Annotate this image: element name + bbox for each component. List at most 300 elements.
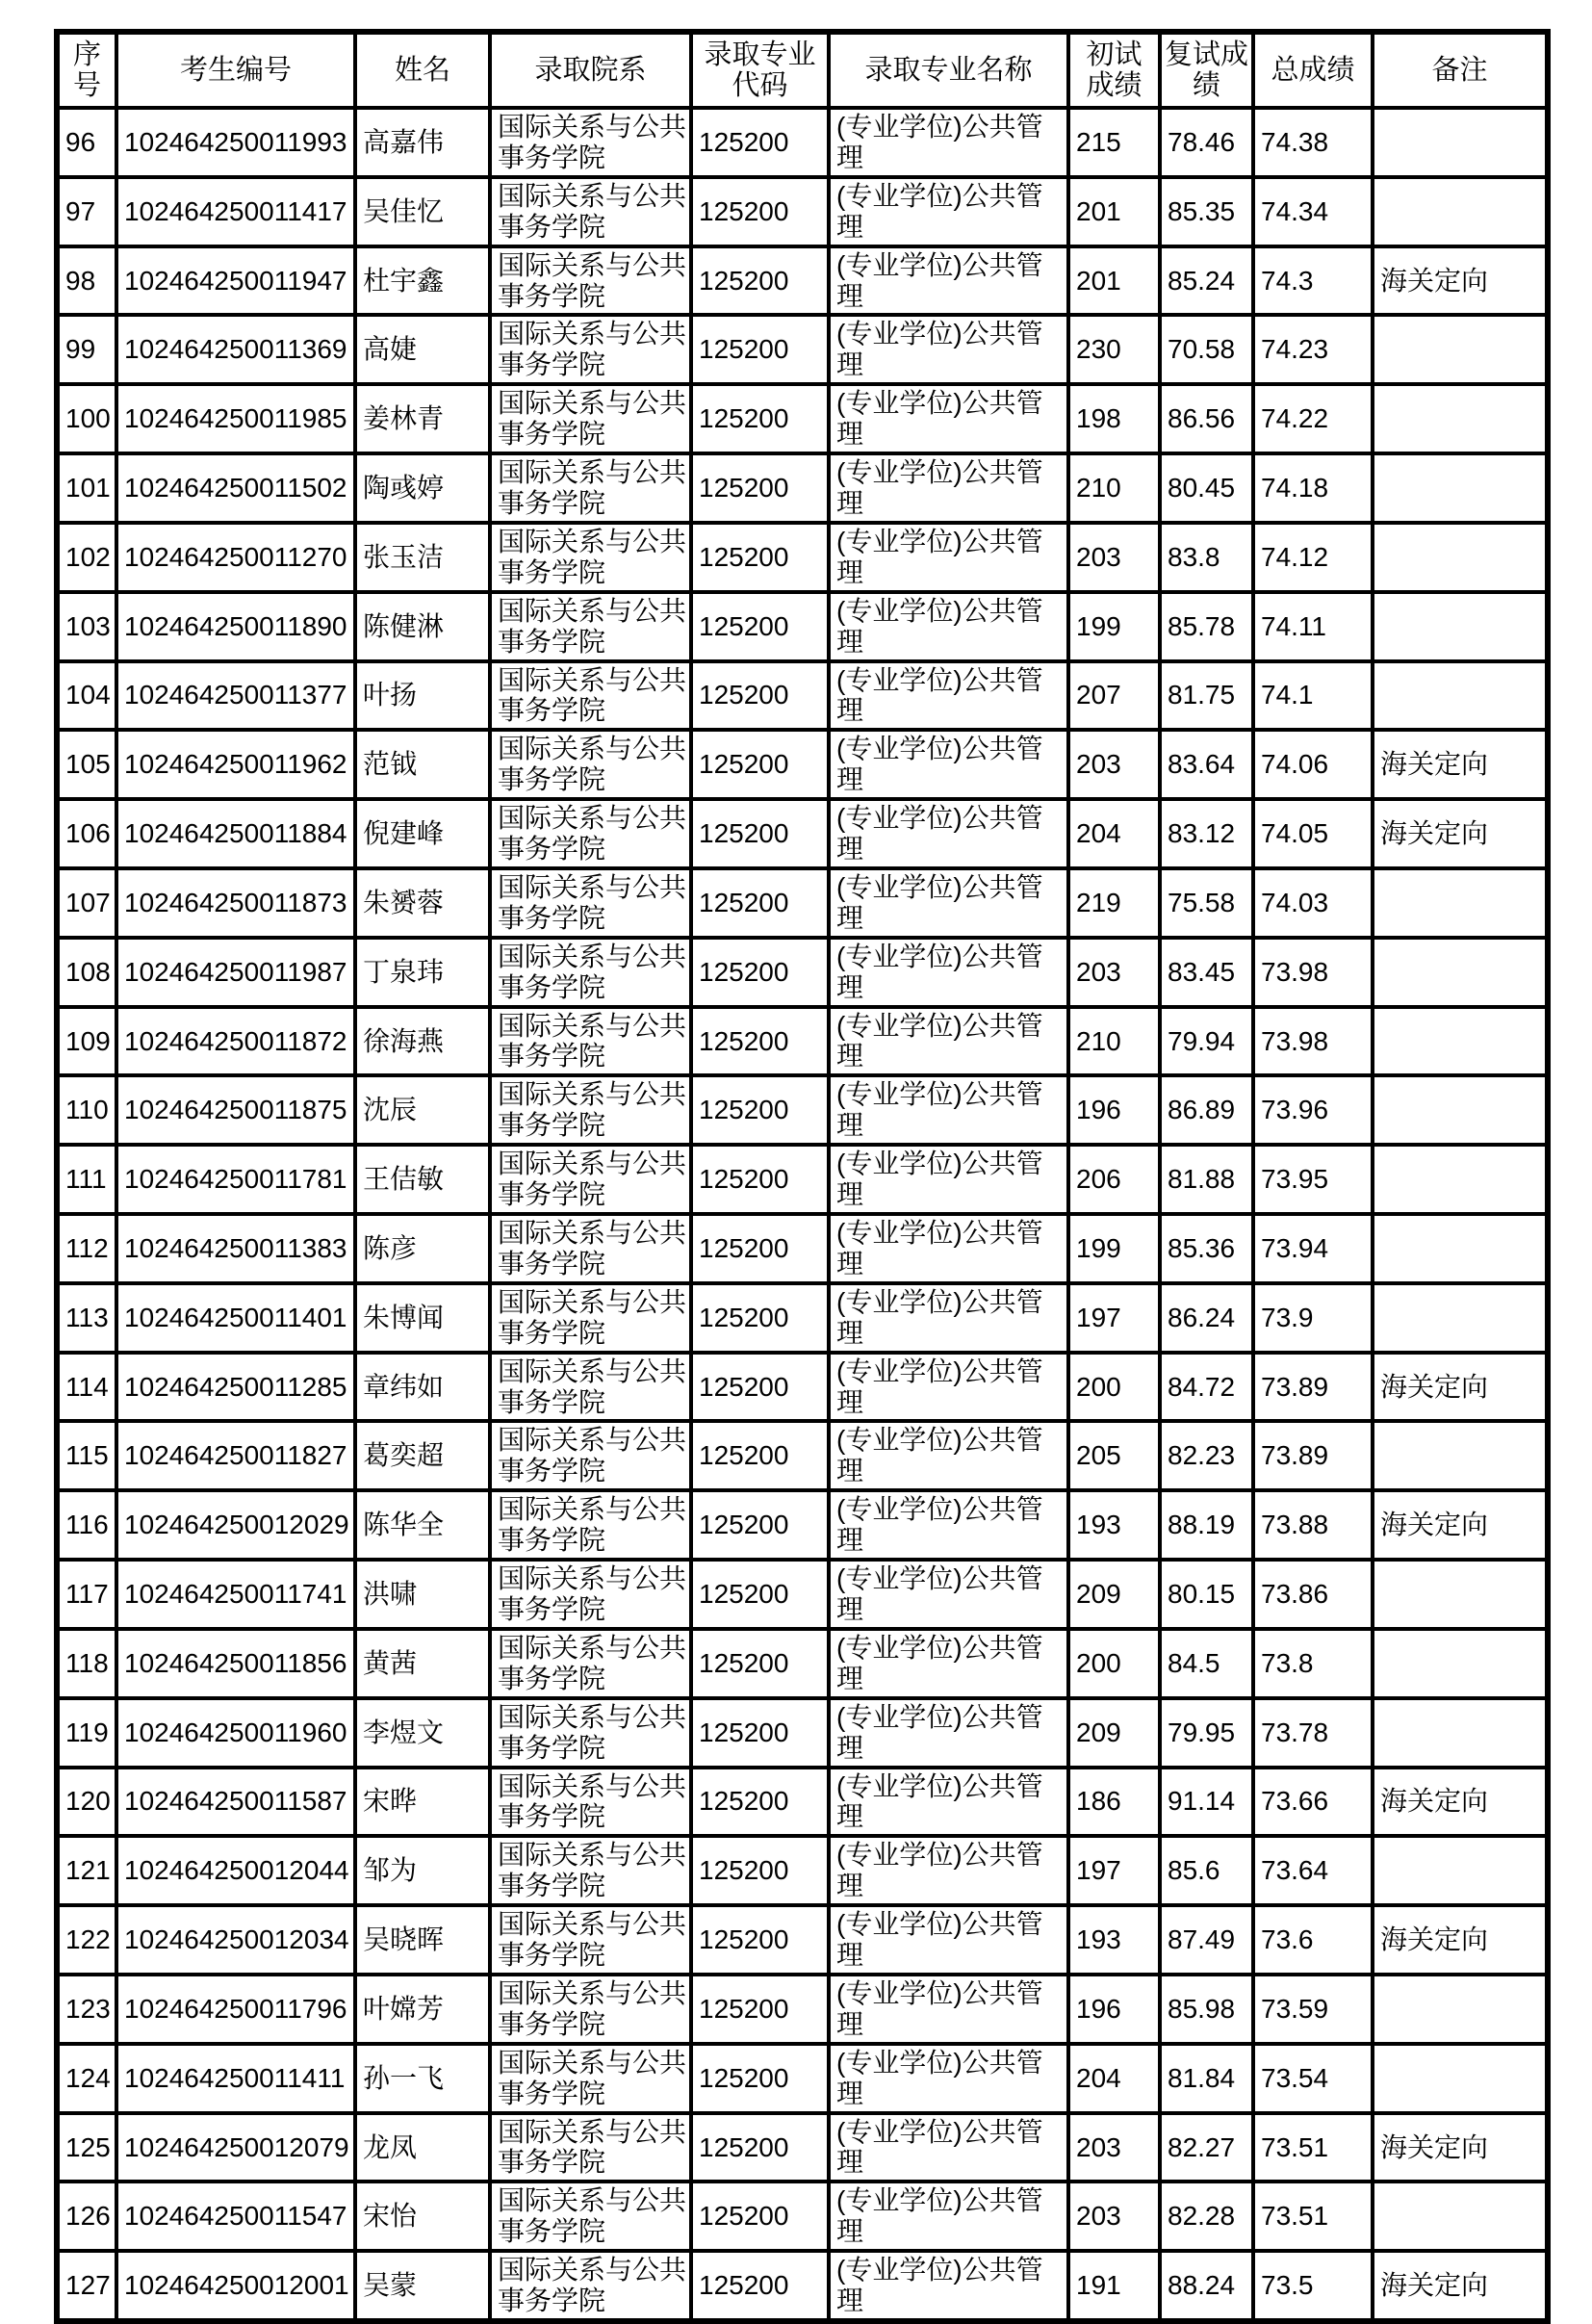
cell-name: 陶彧婷 — [355, 453, 490, 523]
cell-major-code: 125200 — [691, 1214, 829, 1283]
cell-remark: 海关定向 — [1373, 1768, 1548, 1837]
cell-remark — [1373, 2044, 1548, 2113]
cell-initial-score: 196 — [1068, 1975, 1160, 2044]
cell-major-name: (专业学位)公共管理 — [829, 1560, 1068, 1629]
cell-name: 徐海燕 — [355, 1007, 490, 1076]
cell-name: 姜林青 — [355, 384, 490, 453]
cell-department: 国际关系与公共事务学院 — [490, 1007, 691, 1076]
table-row — [57, 1145, 1548, 1214]
cell-remark — [1373, 1007, 1548, 1076]
cell-initial-score: 201 — [1068, 246, 1160, 316]
cell-department: 国际关系与公共事务学院 — [490, 592, 691, 661]
cell-major-name: (专业学位)公共管理 — [829, 1905, 1068, 1975]
cell-initial-score: 206 — [1068, 1145, 1160, 1214]
cell-total-score: 74.05 — [1253, 799, 1373, 868]
cell-remark — [1373, 1836, 1548, 1905]
cell-name: 陈彦 — [355, 1214, 490, 1283]
cell-total-score: 74.12 — [1253, 523, 1373, 592]
cell-department: 国际关系与公共事务学院 — [490, 938, 691, 1007]
cell-initial-score: 203 — [1068, 2182, 1160, 2251]
cell-department: 国际关系与公共事务学院 — [490, 453, 691, 523]
cell-name: 孙一飞 — [355, 2044, 490, 2113]
cell-major-name: (专业学位)公共管理 — [829, 1698, 1068, 1768]
cell-major-code: 125200 — [691, 2113, 829, 2182]
cell-initial-score: 215 — [1068, 108, 1160, 177]
cell-no: 117 — [57, 1560, 116, 1629]
cell-initial-score: 199 — [1068, 1214, 1160, 1283]
cell-initial-score: 197 — [1068, 1283, 1160, 1353]
table-row — [57, 177, 1548, 246]
cell-major-name: (专业学位)公共管理 — [829, 1975, 1068, 2044]
cell-retest-score: 86.24 — [1160, 1283, 1253, 1353]
cell-no: 124 — [57, 2044, 116, 2113]
cell-major-code: 125200 — [691, 1283, 829, 1353]
cell-retest-score: 86.56 — [1160, 384, 1253, 453]
cell-initial-score: 199 — [1068, 592, 1160, 661]
cell-department: 国际关系与公共事务学院 — [490, 1768, 691, 1837]
cell-major-code: 125200 — [691, 177, 829, 246]
cell-department: 国际关系与公共事务学院 — [490, 1490, 691, 1560]
cell-major-name: (专业学位)公共管理 — [829, 108, 1068, 177]
cell-department: 国际关系与公共事务学院 — [490, 1836, 691, 1905]
col-header-major-code: 录取专业代码 — [691, 32, 829, 108]
table-row — [57, 1698, 1548, 1768]
cell-initial-score: 193 — [1068, 1490, 1160, 1560]
cell-major-name: (专业学位)公共管理 — [829, 938, 1068, 1007]
cell-major-code: 125200 — [691, 868, 829, 938]
cell-major-name: (专业学位)公共管理 — [829, 2251, 1068, 2321]
cell-major-code: 125200 — [691, 453, 829, 523]
cell-major-name: (专业学位)公共管理 — [829, 1214, 1068, 1283]
cell-department: 国际关系与公共事务学院 — [490, 868, 691, 938]
cell-total-score: 73.51 — [1253, 2113, 1373, 2182]
cell-candidate-id: 102464250011377 — [116, 661, 355, 731]
cell-retest-score: 85.35 — [1160, 177, 1253, 246]
cell-no: 104 — [57, 661, 116, 731]
cell-department: 国际关系与公共事务学院 — [490, 730, 691, 799]
cell-total-score: 73.9 — [1253, 1283, 1373, 1353]
admission-roster-table — [54, 29, 1551, 2324]
cell-initial-score: 201 — [1068, 177, 1160, 246]
cell-initial-score: 196 — [1068, 1075, 1160, 1145]
cell-total-score: 74.11 — [1253, 592, 1373, 661]
cell-remark: 海关定向 — [1373, 246, 1548, 316]
cell-major-name: (专业学位)公共管理 — [829, 246, 1068, 316]
cell-retest-score: 82.23 — [1160, 1421, 1253, 1490]
cell-department: 国际关系与公共事务学院 — [490, 246, 691, 316]
cell-major-code: 125200 — [691, 1145, 829, 1214]
cell-major-name: (专业学位)公共管理 — [829, 1421, 1068, 1490]
cell-name: 邹为 — [355, 1836, 490, 1905]
cell-major-name: (专业学位)公共管理 — [829, 1836, 1068, 1905]
cell-no: 103 — [57, 592, 116, 661]
cell-total-score: 73.95 — [1253, 1145, 1373, 1214]
cell-no: 99 — [57, 315, 116, 384]
cell-name: 王佶敏 — [355, 1145, 490, 1214]
table-row — [57, 938, 1548, 1007]
cell-no: 113 — [57, 1283, 116, 1353]
cell-major-code: 125200 — [691, 661, 829, 731]
cell-major-code: 125200 — [691, 592, 829, 661]
cell-initial-score: 205 — [1068, 1421, 1160, 1490]
cell-major-name: (专业学位)公共管理 — [829, 868, 1068, 938]
cell-initial-score: 198 — [1068, 384, 1160, 453]
cell-major-code: 125200 — [691, 246, 829, 316]
cell-remark: 海关定向 — [1373, 1490, 1548, 1560]
cell-remark — [1373, 453, 1548, 523]
cell-no: 107 — [57, 868, 116, 938]
table-body — [57, 108, 1548, 2321]
cell-major-code: 125200 — [691, 523, 829, 592]
cell-total-score: 73.98 — [1253, 938, 1373, 1007]
cell-total-score: 73.98 — [1253, 1007, 1373, 1076]
cell-retest-score: 83.45 — [1160, 938, 1253, 1007]
table-row — [57, 2113, 1548, 2182]
cell-initial-score: 207 — [1068, 661, 1160, 731]
cell-retest-score: 84.72 — [1160, 1353, 1253, 1422]
table-row — [57, 1353, 1548, 1422]
cell-initial-score: 186 — [1068, 1768, 1160, 1837]
table-row — [57, 108, 1548, 177]
cell-department: 国际关系与公共事务学院 — [490, 1629, 691, 1698]
cell-major-name: (专业学位)公共管理 — [829, 661, 1068, 731]
table-row — [57, 384, 1548, 453]
cell-total-score: 73.51 — [1253, 2182, 1373, 2251]
cell-initial-score: 200 — [1068, 1629, 1160, 1698]
cell-name: 张玉洁 — [355, 523, 490, 592]
cell-no: 114 — [57, 1353, 116, 1422]
cell-total-score: 73.89 — [1253, 1421, 1373, 1490]
col-header-department: 录取院系 — [490, 32, 691, 108]
cell-name: 叶嫦芳 — [355, 1975, 490, 2044]
cell-candidate-id: 102464250011993 — [116, 108, 355, 177]
cell-name: 李煜文 — [355, 1698, 490, 1768]
cell-major-code: 125200 — [691, 108, 829, 177]
cell-department: 国际关系与公共事务学院 — [490, 1353, 691, 1422]
table-row — [57, 1768, 1548, 1837]
cell-remark — [1373, 868, 1548, 938]
cell-no: 123 — [57, 1975, 116, 2044]
cell-candidate-id: 102464250011411 — [116, 2044, 355, 2113]
cell-no: 97 — [57, 177, 116, 246]
cell-initial-score: 203 — [1068, 730, 1160, 799]
cell-name: 洪啸 — [355, 1560, 490, 1629]
cell-major-code: 125200 — [691, 384, 829, 453]
cell-total-score: 74.34 — [1253, 177, 1373, 246]
cell-department: 国际关系与公共事务学院 — [490, 2182, 691, 2251]
cell-retest-score: 85.78 — [1160, 592, 1253, 661]
cell-major-code: 125200 — [691, 315, 829, 384]
cell-department: 国际关系与公共事务学院 — [490, 1560, 691, 1629]
cell-candidate-id: 102464250011890 — [116, 592, 355, 661]
table-row — [57, 1214, 1548, 1283]
cell-total-score: 74.22 — [1253, 384, 1373, 453]
table-row — [57, 453, 1548, 523]
cell-remark: 海关定向 — [1373, 2113, 1548, 2182]
cell-no: 102 — [57, 523, 116, 592]
cell-major-code: 125200 — [691, 938, 829, 1007]
cell-total-score: 74.18 — [1253, 453, 1373, 523]
cell-name: 沈辰 — [355, 1075, 490, 1145]
col-header-candidate-id: 考生编号 — [116, 32, 355, 108]
cell-retest-score: 85.24 — [1160, 246, 1253, 316]
cell-major-name: (专业学位)公共管理 — [829, 315, 1068, 384]
cell-major-code: 125200 — [691, 1698, 829, 1768]
cell-major-name: (专业学位)公共管理 — [829, 177, 1068, 246]
cell-remark: 海关定向 — [1373, 1905, 1548, 1975]
cell-candidate-id: 102464250011285 — [116, 1353, 355, 1422]
cell-initial-score: 193 — [1068, 1905, 1160, 1975]
cell-no: 115 — [57, 1421, 116, 1490]
cell-candidate-id: 102464250012034 — [116, 1905, 355, 1975]
table-row — [57, 1283, 1548, 1353]
cell-major-code: 125200 — [691, 799, 829, 868]
cell-total-score: 73.78 — [1253, 1698, 1373, 1768]
cell-name: 龙凤 — [355, 2113, 490, 2182]
cell-name: 叶扬 — [355, 661, 490, 731]
cell-total-score: 73.5 — [1253, 2251, 1373, 2321]
cell-remark — [1373, 1421, 1548, 1490]
cell-major-name: (专业学位)公共管理 — [829, 2182, 1068, 2251]
cell-retest-score: 78.46 — [1160, 108, 1253, 177]
cell-retest-score: 70.58 — [1160, 315, 1253, 384]
cell-major-name: (专业学位)公共管理 — [829, 1007, 1068, 1076]
cell-candidate-id: 102464250011417 — [116, 177, 355, 246]
cell-name: 章纬如 — [355, 1353, 490, 1422]
cell-total-score: 73.88 — [1253, 1490, 1373, 1560]
cell-major-name: (专业学位)公共管理 — [829, 1768, 1068, 1837]
cell-retest-score: 85.6 — [1160, 1836, 1253, 1905]
cell-total-score: 74.1 — [1253, 661, 1373, 731]
cell-retest-score: 83.8 — [1160, 523, 1253, 592]
cell-major-name: (专业学位)公共管理 — [829, 1145, 1068, 1214]
cell-remark — [1373, 1145, 1548, 1214]
cell-major-name: (专业学位)公共管理 — [829, 730, 1068, 799]
cell-major-code: 125200 — [691, 2182, 829, 2251]
cell-initial-score: 219 — [1068, 868, 1160, 938]
cell-candidate-id: 102464250011962 — [116, 730, 355, 799]
cell-major-code: 125200 — [691, 1768, 829, 1837]
cell-candidate-id: 102464250011985 — [116, 384, 355, 453]
table-row — [57, 246, 1548, 316]
cell-candidate-id: 102464250011796 — [116, 1975, 355, 2044]
cell-name: 吴晓晖 — [355, 1905, 490, 1975]
cell-initial-score: 200 — [1068, 1353, 1160, 1422]
table-row — [57, 315, 1548, 384]
cell-major-name: (专业学位)公共管理 — [829, 2113, 1068, 2182]
table-row — [57, 799, 1548, 868]
cell-major-name: (专业学位)公共管理 — [829, 1629, 1068, 1698]
cell-total-score: 74.23 — [1253, 315, 1373, 384]
cell-remark — [1373, 315, 1548, 384]
cell-no: 111 — [57, 1145, 116, 1214]
cell-no: 98 — [57, 246, 116, 316]
cell-major-code: 125200 — [691, 1560, 829, 1629]
cell-major-name: (专业学位)公共管理 — [829, 1353, 1068, 1422]
cell-no: 125 — [57, 2113, 116, 2182]
cell-total-score: 74.03 — [1253, 868, 1373, 938]
table-row — [57, 868, 1548, 938]
cell-no: 106 — [57, 799, 116, 868]
cell-no: 126 — [57, 2182, 116, 2251]
cell-no: 110 — [57, 1075, 116, 1145]
cell-remark — [1373, 384, 1548, 453]
cell-retest-score: 88.24 — [1160, 2251, 1253, 2321]
cell-major-code: 125200 — [691, 1629, 829, 1698]
cell-major-name: (专业学位)公共管理 — [829, 1490, 1068, 1560]
col-header-name: 姓名 — [355, 32, 490, 108]
cell-retest-score: 80.45 — [1160, 453, 1253, 523]
cell-retest-score: 84.5 — [1160, 1629, 1253, 1698]
cell-candidate-id: 102464250011369 — [116, 315, 355, 384]
cell-major-name: (专业学位)公共管理 — [829, 1283, 1068, 1353]
cell-department: 国际关系与公共事务学院 — [490, 1145, 691, 1214]
cell-total-score: 73.64 — [1253, 1836, 1373, 1905]
cell-total-score: 73.86 — [1253, 1560, 1373, 1629]
cell-major-code: 125200 — [691, 1975, 829, 2044]
cell-major-code: 125200 — [691, 1905, 829, 1975]
cell-remark — [1373, 1075, 1548, 1145]
table-row — [57, 2044, 1548, 2113]
table-row — [57, 661, 1548, 731]
cell-remark — [1373, 1629, 1548, 1698]
cell-department: 国际关系与公共事务学院 — [490, 2251, 691, 2321]
cell-name: 杜宇鑫 — [355, 246, 490, 316]
cell-retest-score: 82.28 — [1160, 2182, 1253, 2251]
cell-candidate-id: 102464250011827 — [116, 1421, 355, 1490]
col-header-initial-score: 初试成绩 — [1068, 32, 1160, 108]
cell-candidate-id: 102464250011947 — [116, 246, 355, 316]
cell-no: 121 — [57, 1836, 116, 1905]
cell-candidate-id: 102464250011587 — [116, 1768, 355, 1837]
table-row — [57, 1490, 1548, 1560]
table-header — [57, 32, 1548, 108]
cell-remark — [1373, 592, 1548, 661]
cell-remark — [1373, 661, 1548, 731]
cell-remark: 海关定向 — [1373, 1353, 1548, 1422]
cell-major-name: (专业学位)公共管理 — [829, 1075, 1068, 1145]
cell-remark: 海关定向 — [1373, 2251, 1548, 2321]
cell-major-code: 125200 — [691, 1421, 829, 1490]
cell-total-score: 73.54 — [1253, 2044, 1373, 2113]
cell-initial-score: 203 — [1068, 938, 1160, 1007]
cell-department: 国际关系与公共事务学院 — [490, 661, 691, 731]
cell-total-score: 73.66 — [1253, 1768, 1373, 1837]
cell-candidate-id: 102464250011987 — [116, 938, 355, 1007]
cell-candidate-id: 102464250011856 — [116, 1629, 355, 1698]
cell-candidate-id: 102464250011741 — [116, 1560, 355, 1629]
cell-major-code: 125200 — [691, 1353, 829, 1422]
cell-name: 丁泉玮 — [355, 938, 490, 1007]
header-row — [57, 32, 1548, 108]
cell-candidate-id: 102464250012001 — [116, 2251, 355, 2321]
table-row — [57, 1975, 1548, 2044]
cell-no: 116 — [57, 1490, 116, 1560]
col-header-total-score: 总成绩 — [1253, 32, 1373, 108]
cell-retest-score: 85.98 — [1160, 1975, 1253, 2044]
cell-candidate-id: 102464250011872 — [116, 1007, 355, 1076]
cell-initial-score: 191 — [1068, 2251, 1160, 2321]
cell-remark — [1373, 1214, 1548, 1283]
col-header-no: 序号 — [57, 32, 116, 108]
table-row — [57, 1560, 1548, 1629]
cell-total-score: 73.8 — [1253, 1629, 1373, 1698]
cell-no: 119 — [57, 1698, 116, 1768]
cell-initial-score: 203 — [1068, 2113, 1160, 2182]
cell-remark: 海关定向 — [1373, 730, 1548, 799]
cell-major-name: (专业学位)公共管理 — [829, 523, 1068, 592]
cell-initial-score: 210 — [1068, 1007, 1160, 1076]
cell-no: 120 — [57, 1768, 116, 1837]
cell-initial-score: 204 — [1068, 799, 1160, 868]
cell-name: 朱赟蓉 — [355, 868, 490, 938]
cell-no: 122 — [57, 1905, 116, 1975]
table-row — [57, 730, 1548, 799]
cell-department: 国际关系与公共事务学院 — [490, 1905, 691, 1975]
table-row — [57, 2182, 1548, 2251]
cell-remark — [1373, 1698, 1548, 1768]
table-row — [57, 523, 1548, 592]
table-row — [57, 1007, 1548, 1076]
cell-retest-score: 91.14 — [1160, 1768, 1253, 1837]
cell-candidate-id: 102464250011873 — [116, 868, 355, 938]
cell-name: 倪建峰 — [355, 799, 490, 868]
cell-major-code: 125200 — [691, 1490, 829, 1560]
cell-retest-score: 80.15 — [1160, 1560, 1253, 1629]
col-header-retest-score: 复试成绩 — [1160, 32, 1253, 108]
cell-no: 118 — [57, 1629, 116, 1698]
cell-remark — [1373, 1975, 1548, 2044]
cell-department: 国际关系与公共事务学院 — [490, 108, 691, 177]
cell-no: 127 — [57, 2251, 116, 2321]
cell-department: 国际关系与公共事务学院 — [490, 177, 691, 246]
cell-candidate-id: 102464250011960 — [116, 1698, 355, 1768]
col-header-remark: 备注 — [1373, 32, 1548, 108]
cell-retest-score: 81.88 — [1160, 1145, 1253, 1214]
cell-total-score: 73.96 — [1253, 1075, 1373, 1145]
cell-no: 96 — [57, 108, 116, 177]
cell-name: 范钺 — [355, 730, 490, 799]
cell-major-code: 125200 — [691, 1836, 829, 1905]
cell-no: 109 — [57, 1007, 116, 1076]
cell-candidate-id: 102464250012029 — [116, 1490, 355, 1560]
cell-retest-score: 79.95 — [1160, 1698, 1253, 1768]
cell-retest-score: 86.89 — [1160, 1075, 1253, 1145]
table-row — [57, 1421, 1548, 1490]
table-row — [57, 1075, 1548, 1145]
cell-initial-score: 204 — [1068, 2044, 1160, 2113]
cell-department: 国际关系与公共事务学院 — [490, 1975, 691, 2044]
cell-retest-score: 75.58 — [1160, 868, 1253, 938]
cell-remark — [1373, 523, 1548, 592]
cell-department: 国际关系与公共事务学院 — [490, 1698, 691, 1768]
table-row — [57, 1629, 1548, 1698]
cell-name: 高婕 — [355, 315, 490, 384]
cell-candidate-id: 102464250012044 — [116, 1836, 355, 1905]
cell-remark — [1373, 2182, 1548, 2251]
cell-candidate-id: 102464250012079 — [116, 2113, 355, 2182]
cell-department: 国际关系与公共事务学院 — [490, 1075, 691, 1145]
cell-name: 吴佳忆 — [355, 177, 490, 246]
table-row — [57, 1836, 1548, 1905]
cell-major-code: 125200 — [691, 2044, 829, 2113]
cell-initial-score: 210 — [1068, 453, 1160, 523]
cell-candidate-id: 102464250011547 — [116, 2182, 355, 2251]
cell-retest-score: 88.19 — [1160, 1490, 1253, 1560]
cell-department: 国际关系与公共事务学院 — [490, 1214, 691, 1283]
cell-name: 宋晔 — [355, 1768, 490, 1837]
cell-total-score: 73.94 — [1253, 1214, 1373, 1283]
